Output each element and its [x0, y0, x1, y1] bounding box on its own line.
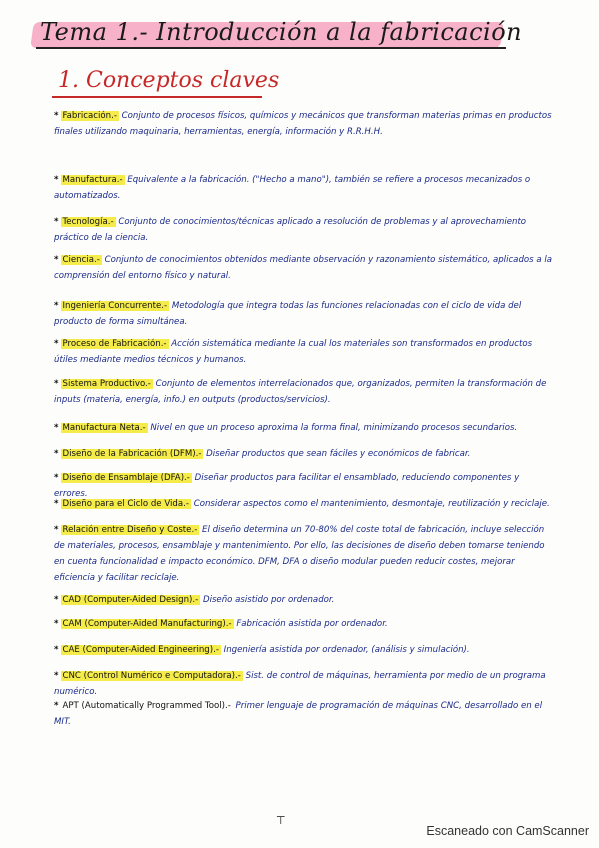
bullet-star-icon: *: [54, 423, 59, 433]
entry-term: Ingeniería Concurrente.-: [62, 301, 168, 311]
entry-definition: Fabricación asistida por ordenador.: [236, 619, 388, 629]
entry-term: Manufactura.-: [62, 175, 123, 185]
entry-cam: [54, 616, 554, 632]
entry-ingenieria-concurrente: [54, 298, 554, 330]
bullet-star-icon: *: [54, 301, 59, 311]
bullet-star-icon: *: [54, 379, 59, 389]
bullet-star-icon: *: [54, 619, 59, 629]
scanner-footer: Escaneado con CamScanner: [426, 824, 589, 838]
entry-diseno-coste: [54, 522, 554, 586]
entry-term: Diseño de Ensamblaje (DFA).-: [62, 473, 190, 483]
entry-term: CNC (Control Numérico e Computadora).-: [62, 671, 241, 681]
entry-cnc: [54, 668, 554, 700]
entry-term: Manufactura Neta.-: [62, 423, 146, 433]
entry-definition: Diseñar productos que sean fáciles y económicos de fabricar.: [206, 449, 471, 459]
section-underline: [52, 96, 262, 98]
entry-term: Fabricación.-: [62, 111, 117, 121]
title-underline: [36, 47, 506, 49]
entry-definition: Diseño asistido por ordenador.: [202, 595, 335, 605]
entry-term: Relación entre Diseño y Coste.-: [62, 525, 198, 535]
page-mark: ⊤: [276, 814, 286, 827]
entry-definition: Conjunto de conocimientos/técnicas aplicado a resolución de problemas y al aprovechamiento práctico de la ciencia.: [54, 217, 527, 243]
entry-sistema-productivo: [54, 376, 554, 408]
page-title: Tema 1.- Introducción a la fabricación: [40, 18, 523, 46]
entry-term: Ciencia.-: [62, 255, 100, 265]
entry-term: CAD (Computer-Aided Design).-: [62, 595, 199, 605]
entry-cad: [54, 592, 554, 608]
entry-proceso-fabricacion: [54, 336, 554, 368]
entry-definition: El diseño determina un 70-80% del coste total de fabricación, incluye selección de materiales, procesos, ensamblaje y mantenimiento. Por ello, las decisiones de diseño deben tomarse teniendo en cuenta funcionalidad e impacto económico. DFM, DFA o diseño modular pueden reducir costes, mejorar eficiencia y facilitar reciclaje.: [54, 525, 545, 583]
entry-term: Diseño de la Fabricación (DFM).-: [62, 449, 202, 459]
bullet-star-icon: *: [54, 645, 59, 655]
entry-apt: [54, 698, 554, 730]
bullet-star-icon: *: [54, 473, 59, 483]
entry-definition: Ingeniería asistida por ordenador, (análisis y simulación).: [223, 645, 470, 655]
entry-definition: Conjunto de procesos físicos, químicos y mecánicos que transforman materias primas en productos finales utilizando maquinaria, herramientas, energía, información y R.R.H.H.: [54, 111, 552, 137]
bullet-star-icon: *: [54, 701, 59, 711]
section-heading-block: [52, 68, 280, 102]
entry-definition: Metodología que integra todas las funciones relacionadas con el ciclo de vida del producto de forma simultánea.: [54, 301, 522, 327]
entry-definition: Primer lenguaje de programación de máquinas CNC, desarrollado en el MIT.: [54, 701, 543, 727]
bullet-star-icon: *: [54, 339, 59, 349]
entry-cae: [54, 642, 554, 658]
entry-tecnologia: [54, 214, 554, 246]
entry-term: Sistema Productivo.-: [62, 379, 151, 389]
entry-definition: Acción sistemática mediante la cual los materiales son transformados en productos útiles mediante medios técnicos y humanos.: [54, 339, 533, 365]
entry-definition: Nivel en que un proceso aproxima la forma final, minimizando procesos secundarios.: [150, 423, 518, 433]
entry-definition: Sist. de control de máquinas, herramienta por medio de un programa numérico.: [54, 671, 546, 697]
page-title-block: [30, 16, 523, 56]
bullet-star-icon: *: [54, 499, 59, 509]
entry-term: Proceso de Fabricación.-: [62, 339, 167, 349]
bullet-star-icon: *: [54, 111, 59, 121]
entry-definition: Conjunto de elementos interrelacionados que, organizados, permiten la transformación de inputs (materia, energía, info.) en outputs (productos/servicios).: [54, 379, 547, 405]
entry-term: CAE (Computer-Aided Engineering).-: [62, 645, 219, 655]
entry-ciencia: [54, 252, 554, 284]
bullet-star-icon: *: [54, 671, 59, 681]
bullet-star-icon: *: [54, 217, 59, 227]
entry-term: Diseño para el Ciclo de Vida.-: [62, 499, 189, 509]
bullet-star-icon: *: [54, 595, 59, 605]
bullet-star-icon: *: [54, 525, 59, 535]
entry-definition: Conjunto de conocimientos obtenidos mediante observación y razonamiento sistemático, aplicados a la comprensión del entorno físico y natural.: [54, 255, 553, 281]
entry-definition: Equivalente a la fabricación. ("Hecho a mano"), también se refiere a procesos mecanizados o automatizados.: [54, 175, 531, 201]
entry-manufactura-neta: [54, 420, 554, 436]
entry-dfm: [54, 446, 554, 462]
entry-definition: Considerar aspectos como el mantenimiento, desmontaje, reutilización y reciclaje.: [193, 499, 550, 509]
section-heading: 1. Conceptos claves: [58, 68, 280, 93]
bullet-star-icon: *: [54, 255, 59, 265]
entry-fabricacion: [54, 108, 554, 140]
entry-term: APT (Automatically Programmed Tool).-: [62, 701, 231, 711]
entry-ciclo-vida: [54, 496, 554, 512]
bullet-star-icon: *: [54, 175, 59, 185]
entry-term: Tecnología.-: [62, 217, 114, 227]
entry-term: CAM (Computer-Aided Manufacturing).-: [62, 619, 232, 629]
entry-manufactura: [54, 172, 554, 204]
bullet-star-icon: *: [54, 449, 59, 459]
entry-definition: Diseñar productos para facilitar el ensamblado, reduciendo componentes y errores.: [54, 473, 520, 499]
